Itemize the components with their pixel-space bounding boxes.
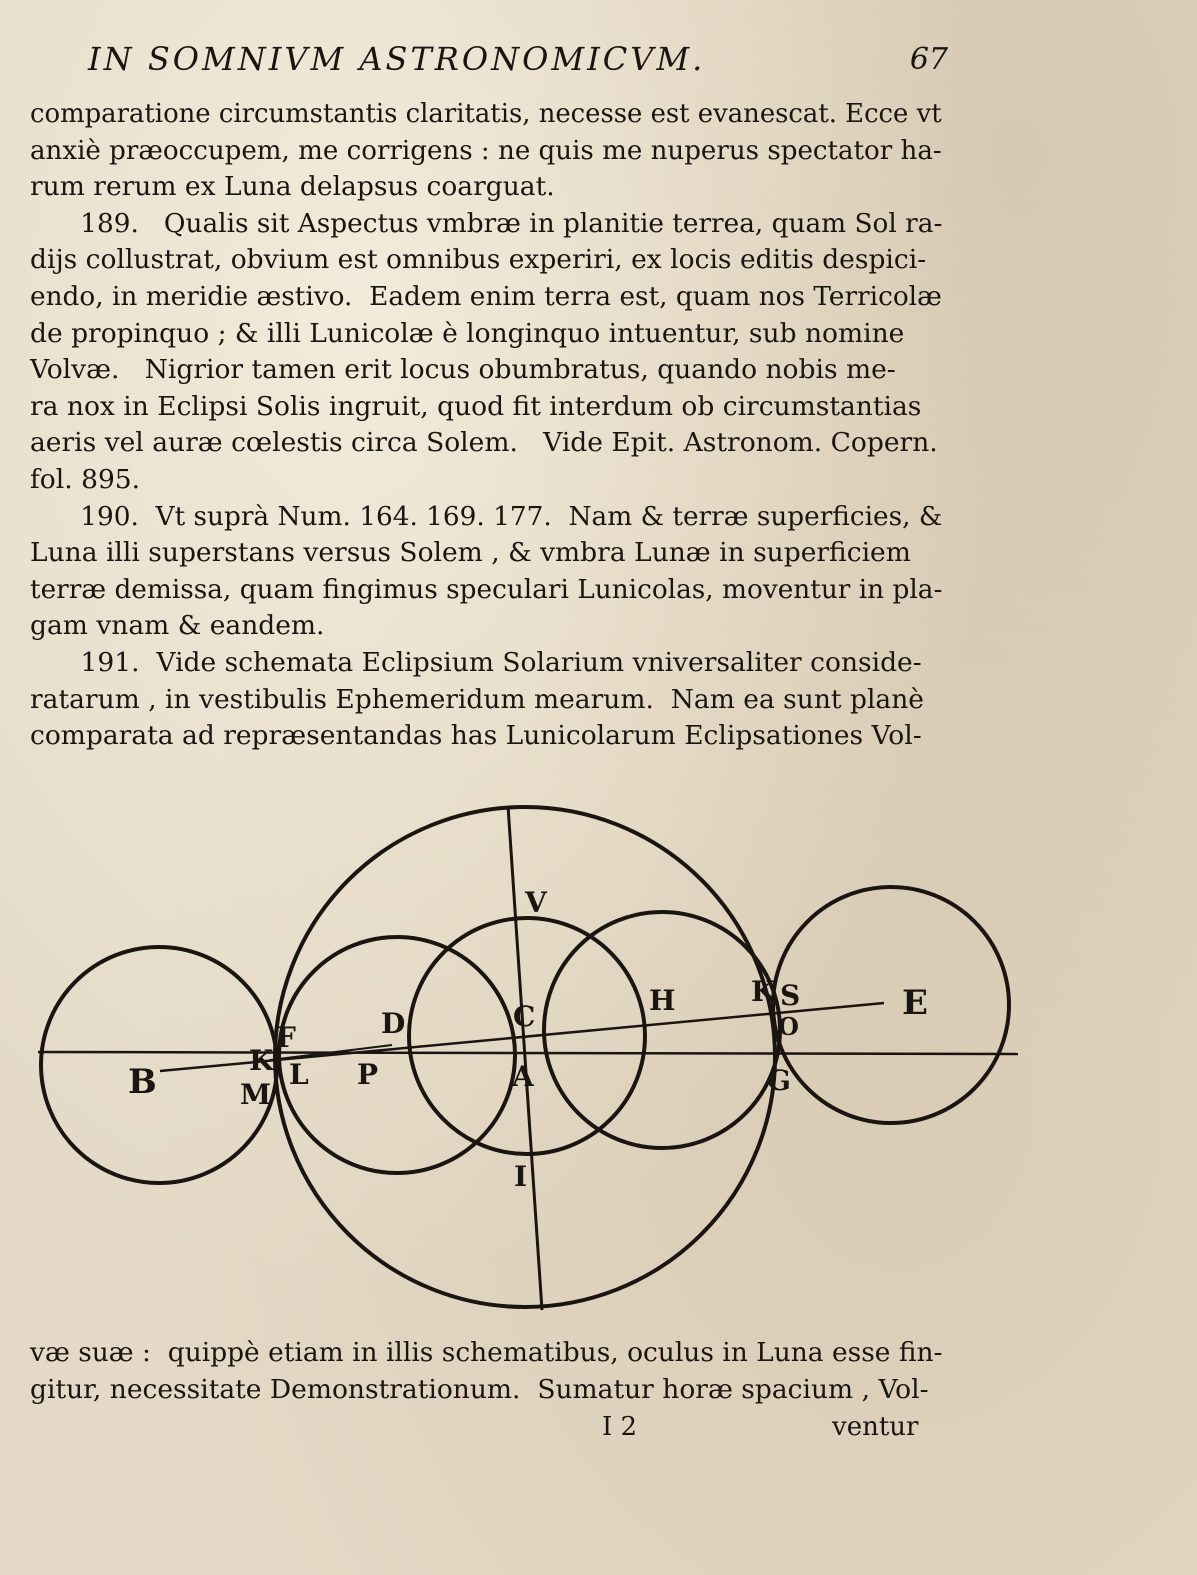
body-text-bottom	[30, 1335, 942, 1408]
label-o: O	[778, 1012, 799, 1041]
label-d: D	[381, 1007, 406, 1040]
text-line: væ suæ : quippè etiam in illis schematibus, oculus in Luna esse fin-	[30, 1337, 943, 1368]
label-m: M	[240, 1078, 271, 1111]
text-line: fol. 895.	[30, 463, 141, 495]
text-line: Luna illi superstans versus Solem , & vmbra Lunæ in superficiem	[30, 537, 911, 569]
label-g: G	[767, 1064, 791, 1097]
label-h: H	[649, 984, 676, 1017]
label-b: B	[128, 1062, 157, 1102]
label-k-left: K	[249, 1044, 274, 1077]
text-line: gam vnam & eandem.	[30, 610, 325, 642]
text-line: aeris vel auræ cœlestis circa Solem. Vide Epit. Astronom. Copern.	[30, 427, 938, 459]
label-v: V	[525, 886, 547, 919]
text-line: Volvæ. Nigrior tamen erit locus obumbratus, quando nobis me-	[30, 354, 896, 386]
label-a: A	[512, 1060, 534, 1093]
text-line: terræ demissa, quam fingimus speculari Lunicolas, moventur in pla-	[30, 573, 943, 605]
text-line: 191. Vide schemata Eclipsium Solarium vniversaliter conside-	[30, 646, 922, 678]
text-line: anxiè præoccupem, me corrigens : ne quis me nuperus spectator ha-	[30, 134, 942, 166]
label-f: F	[276, 1021, 296, 1054]
right-circle-e	[773, 887, 1009, 1123]
text-line: comparatione circumstantis claritatis, necesse est evanescat. Ecce vt	[30, 98, 942, 129]
circle-h	[544, 912, 780, 1148]
text-line: gitur, necessitate Demonstrationum. Sumatur horæ spacium , Vol-	[30, 1373, 929, 1405]
label-c: C	[513, 1000, 536, 1033]
page-number: 67	[909, 42, 948, 77]
left-circle-b	[41, 947, 277, 1183]
running-title: IN SOMNIVM ASTRONOMICVM.	[88, 40, 706, 78]
text-line: rum rerum ex Luna delapsus coarguat.	[30, 171, 555, 203]
label-k-right: K	[751, 975, 776, 1008]
text-line: dijs collustrat, obvium est omnibus experiri, ex locis editis despici-	[30, 244, 927, 276]
horizontal-axis-line	[38, 1052, 1018, 1054]
text-line: endo, in meridie æstivo. Eadem enim terra est, quam nos Terricolæ	[30, 280, 942, 312]
text-line: comparata ad repræsentandas has Lunicolarum Eclipsationes Vol-	[30, 720, 922, 752]
label-i: I	[514, 1160, 528, 1193]
text-line: ratarum , in vestibulis Ephemeridum mearum. Nam ea sunt planè	[30, 683, 924, 715]
text-line: 190. Vt suprà Num. 164. 169. 177. Nam & terræ superficies, &	[30, 500, 943, 532]
label-p: P	[357, 1058, 379, 1091]
catchword: ventur	[832, 1412, 919, 1442]
text-line: de propinquo ; & illi Lunicolæ è longinquo intuentur, sub nomine	[30, 317, 905, 349]
label-l: L	[289, 1058, 309, 1091]
page-footer	[0, 1412, 1197, 1452]
label-s: S	[780, 979, 801, 1012]
text-line: 189. Qualis sit Aspectus vmbræ in planitie terrea, quam Sol ra-	[30, 207, 943, 239]
label-e: E	[902, 983, 928, 1023]
text-line: ra nox in Eclipsi Solis ingruit, quod fit interdum ob circumstantias	[30, 390, 922, 422]
signature-mark: I 2	[602, 1412, 638, 1442]
